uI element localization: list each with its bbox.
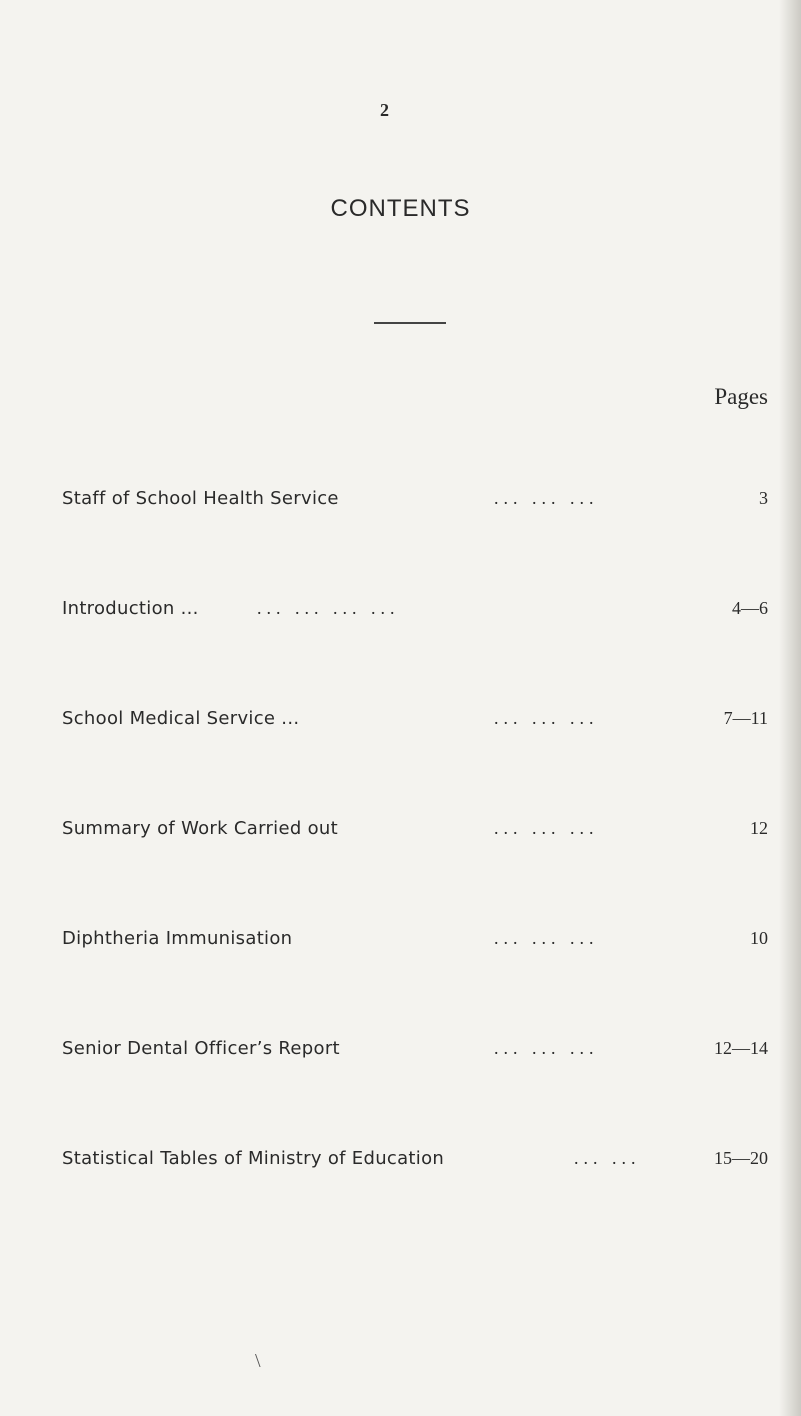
toc-leader-dots: ... ... ... ... <box>257 598 400 618</box>
toc-entry-pages: 12 <box>750 818 768 838</box>
toc-entry-label: Diphtheria Immunisation <box>62 928 293 949</box>
toc-row-senior-dental-officer <box>62 1038 768 1148</box>
toc-leader-dots: ... ... ... <box>494 488 599 508</box>
table-of-contents <box>62 488 768 1258</box>
toc-leader-dots: ... ... <box>574 1148 641 1168</box>
toc-entry-pages: 15—20 <box>714 1148 768 1168</box>
toc-row-introduction <box>62 598 768 708</box>
toc-entry-label: Statistical Tables of Ministry of Education <box>62 1148 445 1169</box>
toc-entry-label: Introduction ... <box>62 598 199 619</box>
toc-row-school-medical-service <box>62 708 768 818</box>
toc-entry-pages: 3 <box>759 488 768 508</box>
toc-entry-pages: 10 <box>750 928 768 948</box>
toc-leader-dots: ... ... ... <box>494 818 599 838</box>
toc-entry-pages: 7—11 <box>723 708 768 728</box>
toc-entry-label: School Medical Service ... <box>62 708 300 729</box>
toc-entry-pages: 4—6 <box>732 598 768 618</box>
page-number: 2 <box>380 100 389 120</box>
stray-pen-mark: \ <box>255 1350 261 1372</box>
toc-entry-label: Summary of Work Carried out <box>62 818 338 839</box>
toc-row-summary-of-work <box>62 818 768 928</box>
page-title: CONTENTS <box>330 195 471 222</box>
toc-row-staff <box>62 488 768 598</box>
toc-entry-label: Staff of School Health Service <box>62 488 339 509</box>
title-rule <box>374 322 446 324</box>
pages-column-heading: Pages <box>714 384 768 409</box>
toc-row-diphtheria-immunisation <box>62 928 768 1038</box>
toc-leader-dots: ... ... ... <box>494 1038 599 1058</box>
toc-row-statistical-tables <box>62 1148 768 1258</box>
toc-leader-dots: ... ... ... <box>494 708 599 728</box>
toc-entry-label: Senior Dental Officer’s Report <box>62 1038 340 1059</box>
toc-entry-pages: 12—14 <box>714 1038 768 1058</box>
toc-leader-dots: ... ... ... <box>494 928 599 948</box>
